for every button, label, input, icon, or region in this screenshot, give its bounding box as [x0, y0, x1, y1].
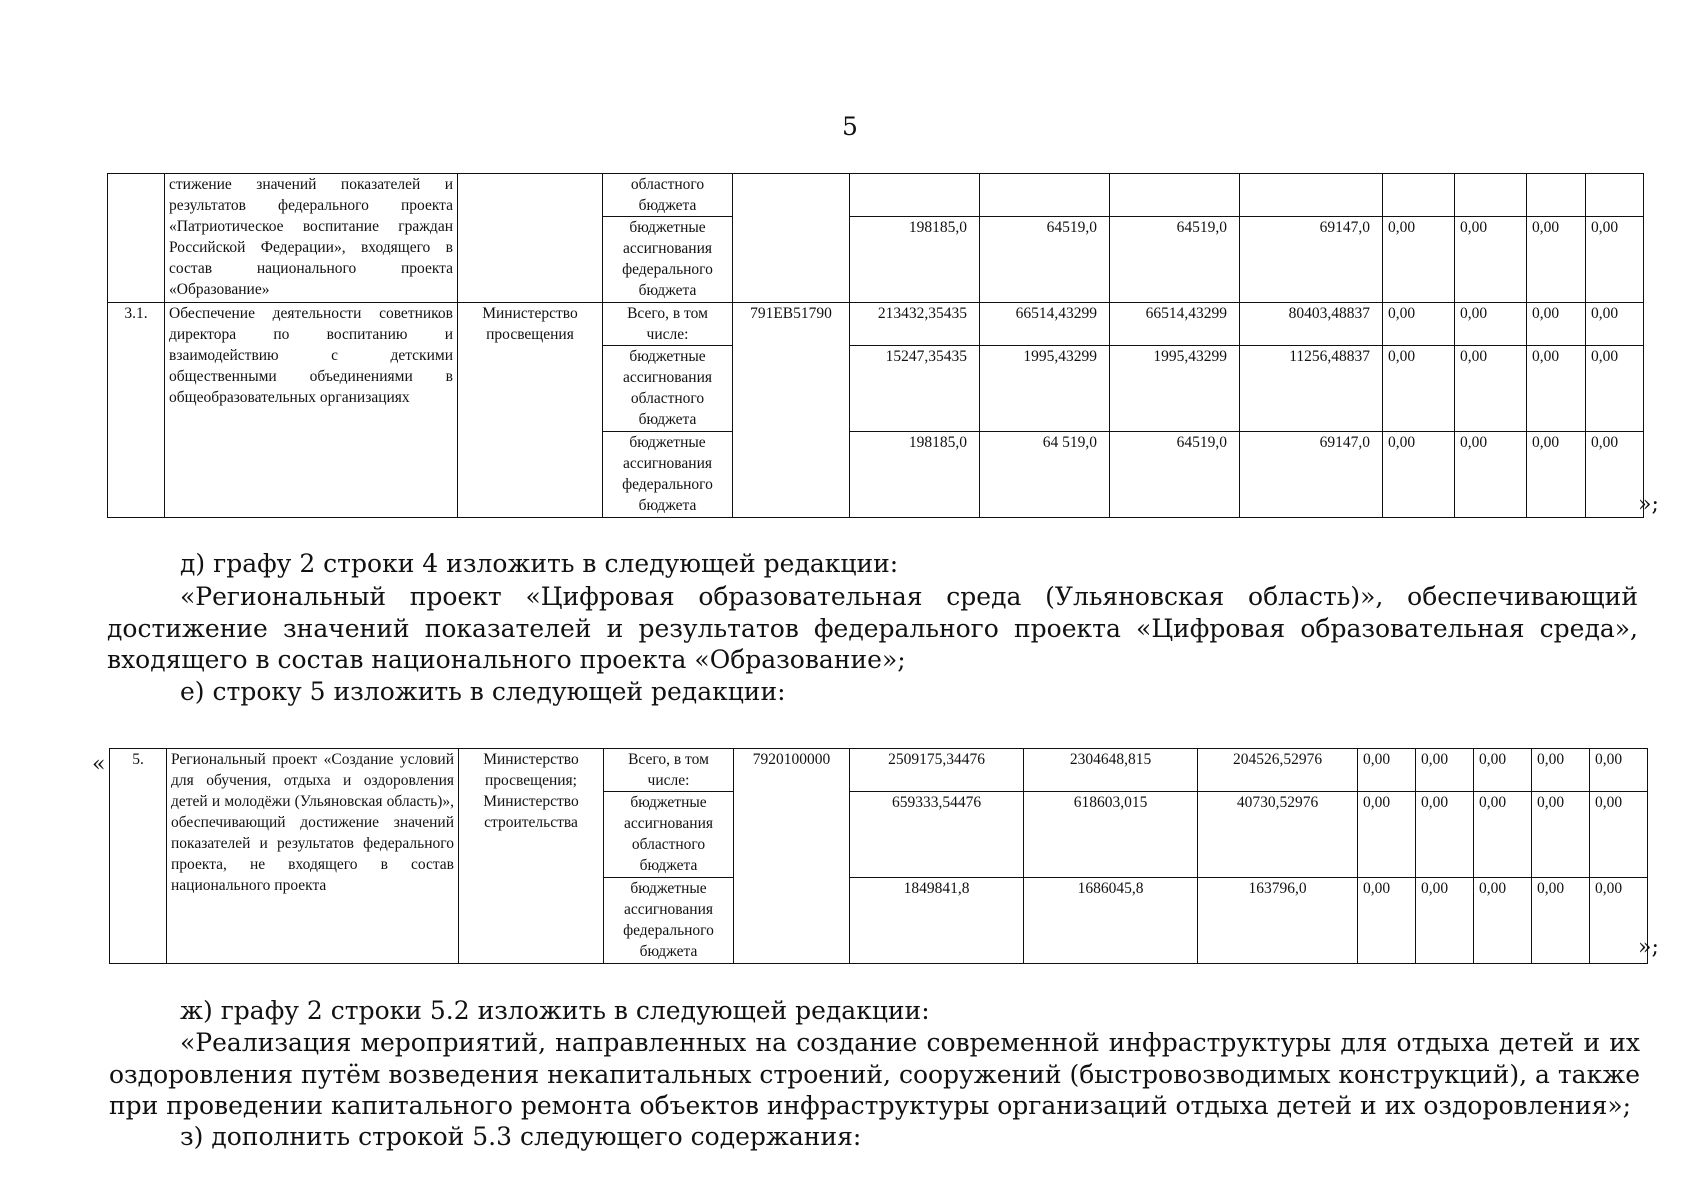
executor-cell: Министерство просвещения [458, 303, 603, 518]
value-cell: 64519,0 [1110, 432, 1240, 518]
funding-source-cell: Всего, в том числе: [604, 749, 734, 792]
value-cell: 0,00 [1455, 303, 1527, 346]
value-cell: 64 519,0 [980, 432, 1110, 518]
value-cell: 659333,54476 [850, 792, 1024, 878]
value-cell: 163796,0 [1198, 878, 1358, 964]
value-cell: 80403,48837 [1240, 303, 1383, 346]
item-zh-text: «Реализация мероприятий, направленных на создание современной инфраструктуры для отдыха детей и их оздоровления путём возведения некапитальных строений, сооружений (быстровозводимых конструкций), а также при проведении капитального ремонта объектов инфраструктуры организаций отдыха детей и их оздоровления»; [109, 1028, 1640, 1120]
value-cell: 0,00 [1416, 749, 1474, 792]
row-number-cell: 5. [110, 749, 167, 964]
value-cell: 0,00 [1527, 217, 1586, 303]
value-cell: 204526,52976 [1198, 749, 1358, 792]
value-cell: 64519,0 [1110, 217, 1240, 303]
value-cell: 0,00 [1455, 432, 1527, 518]
value-cell: 0,00 [1586, 346, 1644, 432]
code-cell: 7920100000 [734, 749, 850, 964]
page-number: 5 [842, 112, 858, 141]
value-cell: 0,00 [1455, 217, 1527, 303]
program-table-2 [109, 748, 1648, 964]
code-cell: 791EB51790 [733, 303, 850, 518]
funding-source-cell: областного бюджета [603, 174, 733, 217]
value-cell: 40730,52976 [1198, 792, 1358, 878]
value-cell: 0,00 [1474, 878, 1532, 964]
value-cell: 0,00 [1383, 346, 1455, 432]
row-name-cell: стижение значений показателей и результатов федерального проекта «Патриотическое воспитание граждан Российской Федерации», входящего в состав национального проекта «Образование» [165, 174, 458, 303]
value-cell: 0,00 [1527, 303, 1586, 346]
funding-source-cell: Всего, в том числе: [603, 303, 733, 346]
value-cell: 0,00 [1590, 749, 1648, 792]
closing-quote: »; [1638, 935, 1659, 960]
value-cell: 2304648,815 [1024, 749, 1198, 792]
value-cell: 0,00 [1474, 749, 1532, 792]
value-cell: 0,00 [1532, 792, 1590, 878]
value-cell: 1686045,8 [1024, 878, 1198, 964]
value-cell: 1995,43299 [980, 346, 1110, 432]
value-cell: 0,00 [1358, 792, 1416, 878]
item-z-heading: з) дополнить строкой 5.3 следующего содержания: [180, 1122, 862, 1151]
funding-source-cell: бюджетные ассигнования федерального бюджета [604, 878, 734, 964]
value-cell: 66514,43299 [1110, 303, 1240, 346]
value-cell: 0,00 [1383, 217, 1455, 303]
value-cell: 0,00 [1586, 432, 1644, 518]
executor-cell: Министерство просвещения; Министерство строительства [459, 749, 604, 964]
value-cell: 0,00 [1532, 878, 1590, 964]
value-cell: 66514,43299 [980, 303, 1110, 346]
value-cell: 0,00 [1527, 346, 1586, 432]
value-cell: 69147,0 [1240, 217, 1383, 303]
item-e-heading: е) строку 5 изложить в следующей редакции: [180, 677, 786, 706]
value-cell: 0,00 [1590, 792, 1648, 878]
value-cell: 0,00 [1586, 217, 1644, 303]
opening-quote: « [92, 752, 106, 777]
funding-source-cell: бюджетные ассигнования областного бюджета [603, 346, 733, 432]
value-cell: 198185,0 [850, 217, 980, 303]
value-cell: 0,00 [1383, 303, 1455, 346]
value-cell: 69147,0 [1240, 432, 1383, 518]
funding-source-cell: бюджетные ассигнования федерального бюджета [603, 217, 733, 303]
value-cell: 11256,48837 [1240, 346, 1383, 432]
value-cell: 1849841,8 [850, 878, 1024, 964]
value-cell: 0,00 [1590, 878, 1648, 964]
value-cell: 0,00 [1474, 792, 1532, 878]
funding-source-cell: бюджетные ассигнования федерального бюджета [603, 432, 733, 518]
item-zh-heading: ж) графу 2 строки 5.2 изложить в следующей редакции: [180, 996, 930, 1025]
row-name-cell: Региональный проект «Создание условий для обучения, отдыха и оздоровления детей и молодёжи (Ульяновская область)», обеспечивающий достижение значений показателей и результатов федерального проекта, не входящего в состав национального проекта [167, 749, 459, 964]
row-name-cell: Обеспечение деятельности советников директора по воспитанию и взаимодействию с детскими общественными объединениями в общеобразовательных организациях [165, 303, 458, 518]
value-cell: 0,00 [1455, 346, 1527, 432]
value-cell: 0,00 [1416, 792, 1474, 878]
row-number-cell [108, 174, 165, 303]
value-cell: 0,00 [1532, 749, 1590, 792]
value-cell: 0,00 [1358, 749, 1416, 792]
value-cell: 15247,35435 [850, 346, 980, 432]
program-table-1 [107, 173, 1644, 518]
code-cell [733, 174, 850, 303]
value-cell: 213432,35435 [850, 303, 980, 346]
value-cell: 618603,015 [1024, 792, 1198, 878]
value-cell: 0,00 [1358, 878, 1416, 964]
value-cell: 0,00 [1383, 432, 1455, 518]
funding-source-cell: бюджетные ассигнования областного бюджета [604, 792, 734, 878]
item-d-text: «Региональный проект «Цифровая образовательная среда (Ульяновская область)», обеспечивающий достижение значений показателей и результатов федерального проекта «Цифровая образовательная среда», входящего в состав национального проекта «Образование»; [107, 582, 1638, 674]
value-cell: 0,00 [1527, 432, 1586, 518]
closing-quote: »; [1638, 492, 1659, 517]
executor-cell [458, 174, 603, 303]
row-number-cell: 3.1. [108, 303, 165, 518]
value-cell: 1995,43299 [1110, 346, 1240, 432]
value-cell: 64519,0 [980, 217, 1110, 303]
value-cell: 2509175,34476 [850, 749, 1024, 792]
value-cell: 0,00 [1416, 878, 1474, 964]
value-cell: 0,00 [1586, 303, 1644, 346]
value-cell: 198185,0 [850, 432, 980, 518]
item-d-heading: д) графу 2 строки 4 изложить в следующей редакции: [180, 549, 899, 578]
